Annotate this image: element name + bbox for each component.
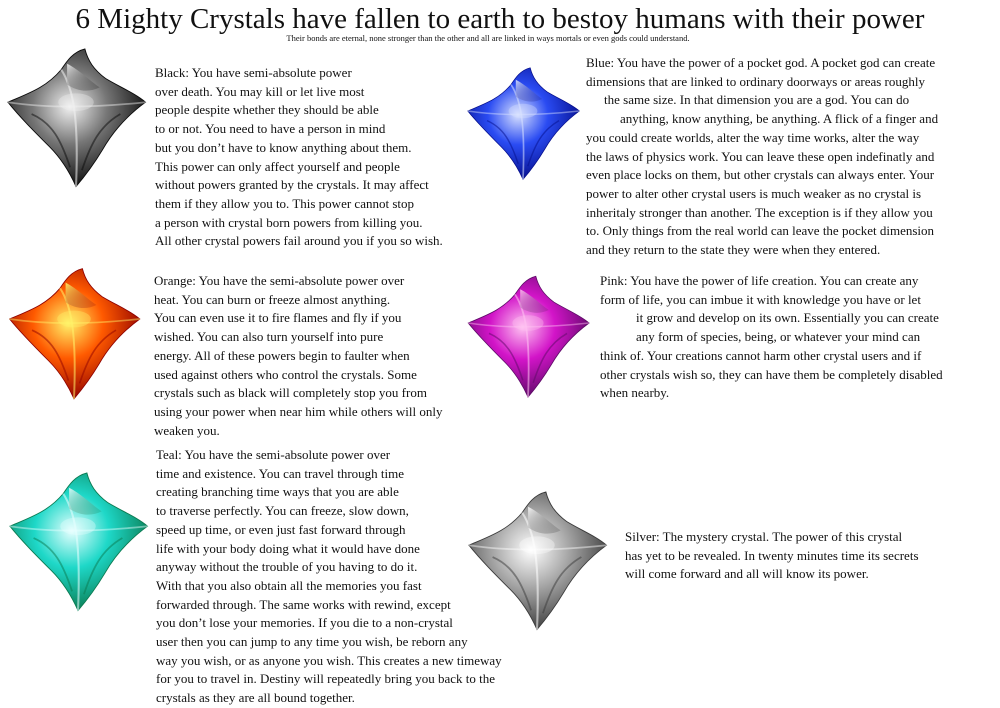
blue-crystal-image <box>463 42 583 204</box>
silver-crystal-description: Silver: The mystery crystal. The power of this crystal has yet to be revealed. In twenty minutes time its secrets will come forward and all will know its power. <box>625 529 919 582</box>
pink-crystal-image <box>463 256 593 416</box>
page-subtitle: Their bonds are eternal, none stronger than the other and all are linked in ways mortals or even gods could understand. <box>286 33 690 43</box>
pink-crystal-description: Pink: You have the power of life creation. You can create any form of life, you can imbue it with knowledge you have or let it grow and develop on its own. Essentially you can create any form of species, being, or whatever your mind can think of. Your creations cannot harm other crystal users and if other crystals wish so, they can have them be completely disabled when nearby. <box>600 273 943 401</box>
teal-crystal-description: Teal: You have the semi-absolute power over time and existence. You can travel through time creating branching time ways that you are able to traverse perfectly. You can freeze, slow down, speed up time, or even just fast forward through life with your body doing what it would have done anyway without the trouble of you having to do it. With that you also obtain all the memories you fast forwarded through. The same works with rewind, except you don’t lose your memories. If you die to a non-crystal user then you can jump to any time you wish, be reborn any way you wish, or as anyone you wish. This creates a new timeway for you to travel in. Destiny will repeatedly bring you back to the crystals as they are all bound together. <box>156 447 502 706</box>
teal-crystal-image <box>4 460 152 622</box>
blue-crystal-description: Blue: You have the power of a pocket god. A pocket god can create dimensions that are linked to ordinary doorways or areas roughly the same size. In that dimension you are a god. You can do anything, know anything, be anything. A flick of a finger and you could create worlds, alter the way time works, alter the way the laws of physics work. You can leave these open indefinatly and even place locks on them, but other crystals can always enter. Your power to alter other crystal users is much weaker as no crystal is inheritaly stronger than another. The exception is if they allow you to. Only things from the real world can leave the pocket dimension and they return to the state they were when they entered. <box>586 55 939 258</box>
silver-crystal-image <box>463 482 611 638</box>
black-crystal-description: Black: You have semi-absolute power over death. You may kill or let live most people despite whether they should be able to or not. You need to have a person in mind but you don’t have to know anything about them. This power can only affect yourself and people without powers granted by the crystals. It may affect them if they allow you to. This power cannot stop a person with crystal born powers from killing you. All other crystal powers fail around you if you so wish. <box>155 65 443 249</box>
black-crystal-image <box>2 38 150 196</box>
orange-crystal-image <box>4 254 144 412</box>
page-title: 6 Mighty Crystals have fallen to earth to bestoy humans with their power <box>75 3 925 35</box>
orange-crystal-description: Orange: You have the semi-absolute power over heat. You can burn or freeze almost anything. You can even use it to fire flames and fly if you wished. You can also turn yourself into pure energy. All of these powers begin to faulter when used against others who control the crystals. Some crystals such as black will completely stop you from using your power when near him while others will only weaken you. <box>154 273 443 438</box>
